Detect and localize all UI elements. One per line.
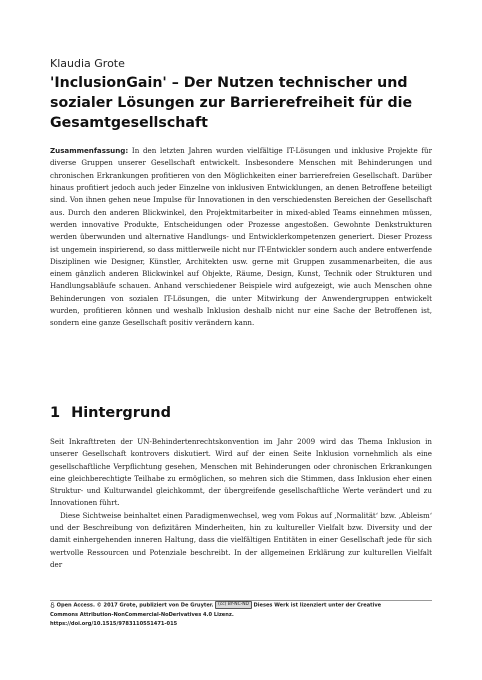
footer-license-text: Dieses Werk ist lizenziert unter der Creative: [253, 602, 382, 609]
abstract-label: Zusammenfassung:: [50, 146, 129, 155]
body-paragraph-2: Diese Sichtweise beinhaltet einen Paradigmenwechsel, weg vom Fokus auf ‚Normalität‘ bzw. ‚Ableism‘ und der Beschreibung von defizitären Minderheiten, hin zu kultureller Vielfalt bzw. Diversity und der damit einhergehenden inneren Haltung, dass die vielfältigen Entitäten in einer Gesellschaft jede für sich wertvolle Ressourcen und Potenziale beschreibt. In der allgemeinen Erklärung zur kulturellen Vielfalt der: [50, 510, 432, 569]
footer-license: [50, 600, 432, 630]
footer-line-2: Commons Attribution-NonCommercial-NoDerivatives 4.0 Lizenz.: [50, 611, 234, 618]
license-badge: (cc) BY-NC-ND: [215, 601, 252, 609]
section-number: 1: [50, 405, 61, 421]
abstract-text: In den letzten Jahren wurden vielfältige IT-Lösungen und inklusive Projekte für diverse Gruppen unserer Gesellschaft entwickelt. Insbesondere Menschen mit Behinderungen und chronischen Erkrankungen profitieren von den Möglichkeiten einer barrierefreien Gesellschaft. Darüber hinaus profitiert jedoch auch jeder Einzelne von inklusiven Entwicklungen, an denen Betroffene beteiligt sind. Von ihnen gehen neue Impulse für Innovationen in den verschiedensten Bereichen der Gesellschaft aus. Durch den anderen Blickwinkel, den Projektmitarbeiter in mixed-abled Teams einnehmen müssen, werden innovative Produkte, Entscheidungen oder Prozesse angestoßen. Gewohnte Denkstrukturen werden überwunden und alternative Handlungs- und Entwicklerkompetenzen generiert. Dieser Prozess ist ungemein inspirierend, so dass mittlerweile nicht nur IT-Entwickler sondern auch andere entwerfende Disziplinen wie Designer, Künstler, Architekten usw. gerne mit Gruppen zusammenarbeiten, die aus einem gänzlich anderen Blickwinkel auf Objekte, Räume, Design, Kunst, Technik oder Strukturen und Handlungsabläufe schauen. Anhand verschiedener Beispiele wird aufgezeigt, wie auch Menschen ohne Behinderungen von sozialen IT-Lösungen, die unter Mitwirkung der Anwendergruppen entwickelt wurden, profitieren können und weshalb Inklusion deshalb nicht nur eine Sache der Betroffenen ist, sondern eine ganze Gesellschaft positiv verändern kann.: [50, 146, 432, 328]
body-text: [50, 436, 432, 571]
body-paragraph-1: Seit Inkrafttreten der UN-Behindertenrechtskonvention im Jahr 2009 wird das Thema Inklusion in unserer Gesellschaft kontrovers diskutiert. Wird auf der einen Seite Inklusion vornehmlich als eine gesellschaftliche Verpflichtung gesehen, Menschen mit Behinderungen oder chronischen Erkrankungen eine gleichberechtigte Teilhabe zu ermöglichen, so mehren sich die Stimmen, dass Inklusion eher einen Struktur- und Kulturwandel gleichkommt, der übergreifende gesellschaftliche Werte verändert und zu Innovationen führt.: [50, 437, 432, 508]
author-name: Klaudia Grote: [50, 57, 125, 70]
abstract: [50, 145, 432, 330]
open-access-icon: [50, 602, 55, 608]
doi-link[interactable]: https://doi.org/10.1515/9783110551471-015: [50, 621, 178, 628]
section-heading: [50, 405, 171, 421]
section-title: Hintergrund: [71, 405, 171, 421]
paper-title: 'InclusionGain' – Der Nutzen technischer und sozialer Lösungen zur Barrierefreiheit für die Gesamtgesellschaft: [50, 75, 413, 131]
footer-line-1: [50, 601, 432, 611]
footer-open-access-text: Open Access. © 2017 Grote, publiziert von De Gruyter.: [56, 602, 214, 609]
